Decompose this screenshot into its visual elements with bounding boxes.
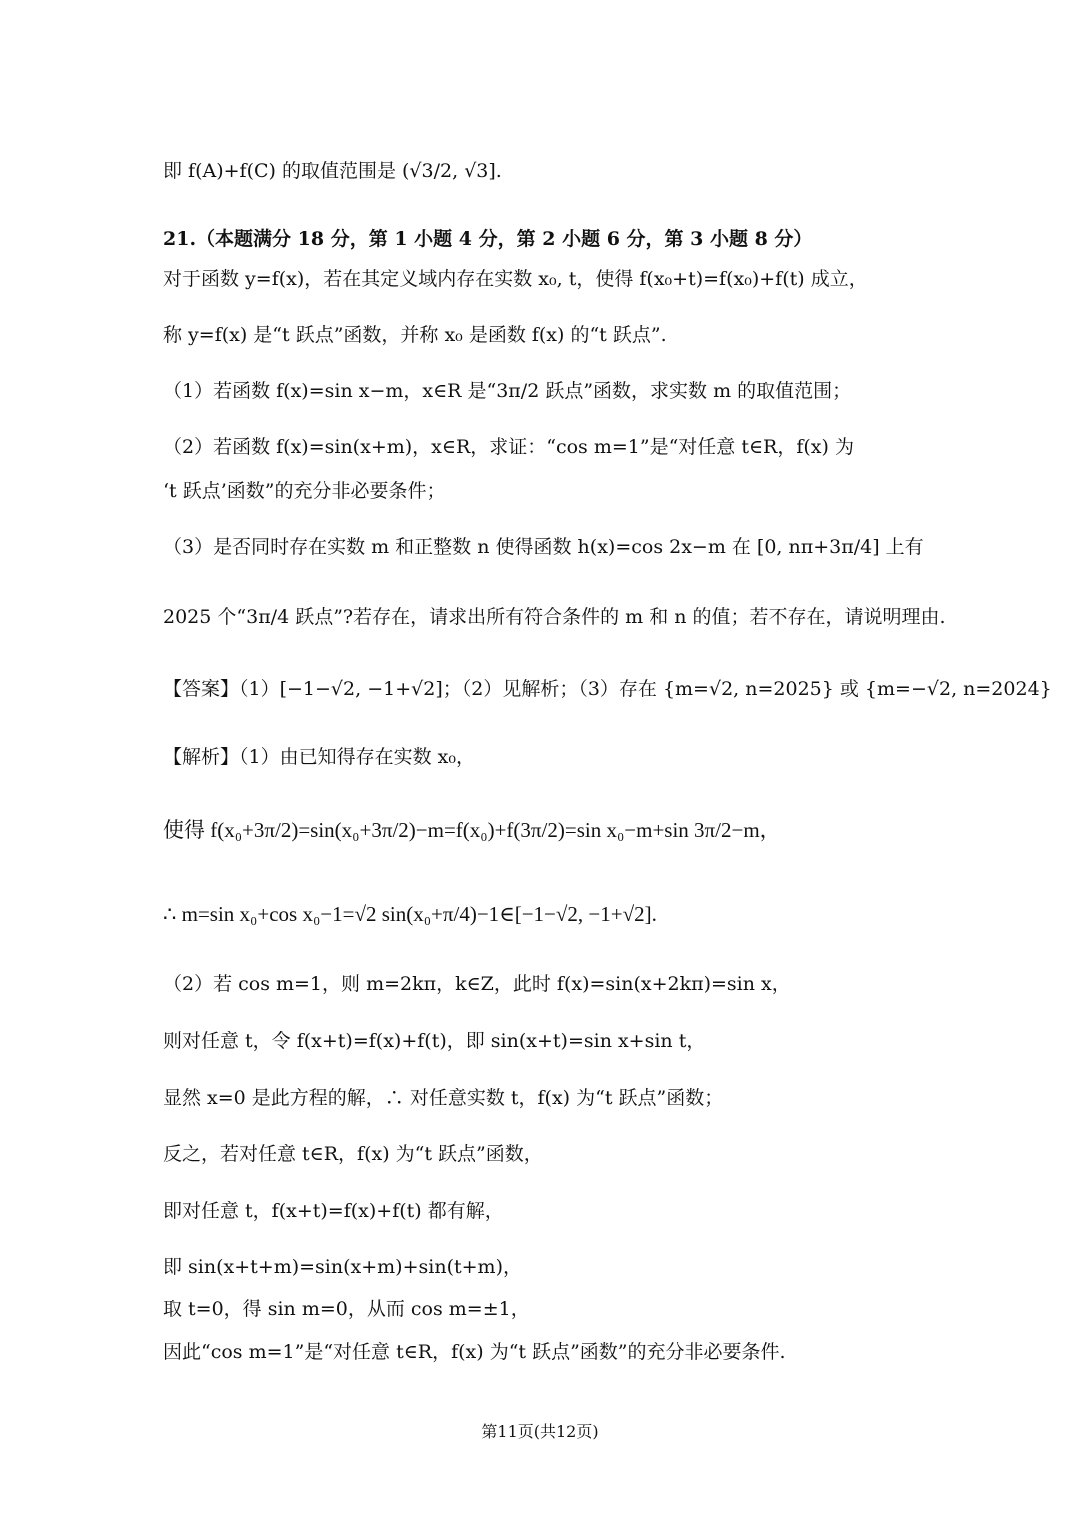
subquestion-3-cont: 2025 个“3π/4 跃点”?若存在，请求出所有符合条件的 m 和 n 的值；若不存在，请说明理由. <box>163 606 946 628</box>
page-footer: 第11页(共12页) <box>481 1422 599 1441</box>
analysis-line-3: ∴ m=sin x₀+cos x₀−1=√2 sin(x₀+π/4)−1∈[−1−√2, −1+√2]. <box>163 902 657 926</box>
question-header: 21.（本题满分 18 分，第 1 小题 4 分，第 2 小题 6 分，第 3 小题 8 分） <box>163 228 813 250</box>
answer-line: 【答案】（1）[−1−√2, −1+√2]；（2）见解析；（3）存在 {m=√2, n=2025} 或 {m=−√2, n=2024} <box>163 678 1052 700</box>
text-line-3: 对于函数 y=f(x)，若在其定义域内存在实数 x₀, t，使得 f(x₀+t)=f(x₀)+f(t) 成立， <box>163 268 868 290</box>
text-line-4: 称 y=f(x) 是“t 跃点”函数，并称 x₀ 是函数 f(x) 的“t 跃点”. <box>163 324 667 346</box>
subquestion-3: （3）是否同时存在实数 m 和正整数 n 使得函数 h(x)=cos 2x−m 在 [0, nπ+3π/4] 上有 <box>163 536 924 558</box>
text-line-1: 即 f(A)+f(C) 的取值范围是 (√3/2, √3]. <box>163 160 502 182</box>
analysis-line-11: 因此“cos m=1”是“对任意 t∈R，f(x) 为“t 跃点”函数”的充分非必要条件. <box>163 1341 786 1363</box>
analysis-line-2: 使得 f(x₀+3π/2)=sin(x₀+3π/2)−m=f(x₀)+f(3π/2)=sin x₀−m+sin 3π/2−m， <box>163 818 781 842</box>
subquestion-2-cont: ‘t 跃点’函数”的充分非必要条件； <box>163 480 446 502</box>
analysis-line-4: （2）若 cos m=1，则 m=2kπ，k∈Z，此时 f(x)=sin(x+2kπ)=sin x， <box>163 973 791 995</box>
analysis-line-8: 即对任意 t，f(x+t)=f(x)+f(t) 都有解， <box>163 1200 504 1222</box>
subquestion-1: （1）若函数 f(x)=sin x−m，x∈R 是“3π/2 跃点”函数，求实数 m 的取值范围； <box>163 380 852 402</box>
analysis-line-9: 即 sin(x+t+m)=sin(x+m)+sin(t+m)， <box>163 1256 522 1278</box>
analysis-line-6: 显然 x=0 是此方程的解，∴ 对任意实数 t，f(x) 为“t 跃点”函数； <box>163 1087 724 1109</box>
subquestion-2: （2）若函数 f(x)=sin(x+m)，x∈R，求证：“cos m=1”是“对任意 t∈R，f(x) 为 <box>163 436 854 458</box>
analysis-line-5: 则对任意 t，令 f(x+t)=f(x)+f(t)，即 sin(x+t)=sin x+sin t， <box>163 1030 706 1052</box>
analysis-line-1: 【解析】（1）由已知得存在实数 x₀， <box>163 746 475 768</box>
analysis-line-10: 取 t=0，得 sin m=0，从而 cos m=±1， <box>163 1298 530 1320</box>
analysis-line-7: 反之，若对任意 t∈R，f(x) 为“t 跃点”函数， <box>163 1143 543 1165</box>
